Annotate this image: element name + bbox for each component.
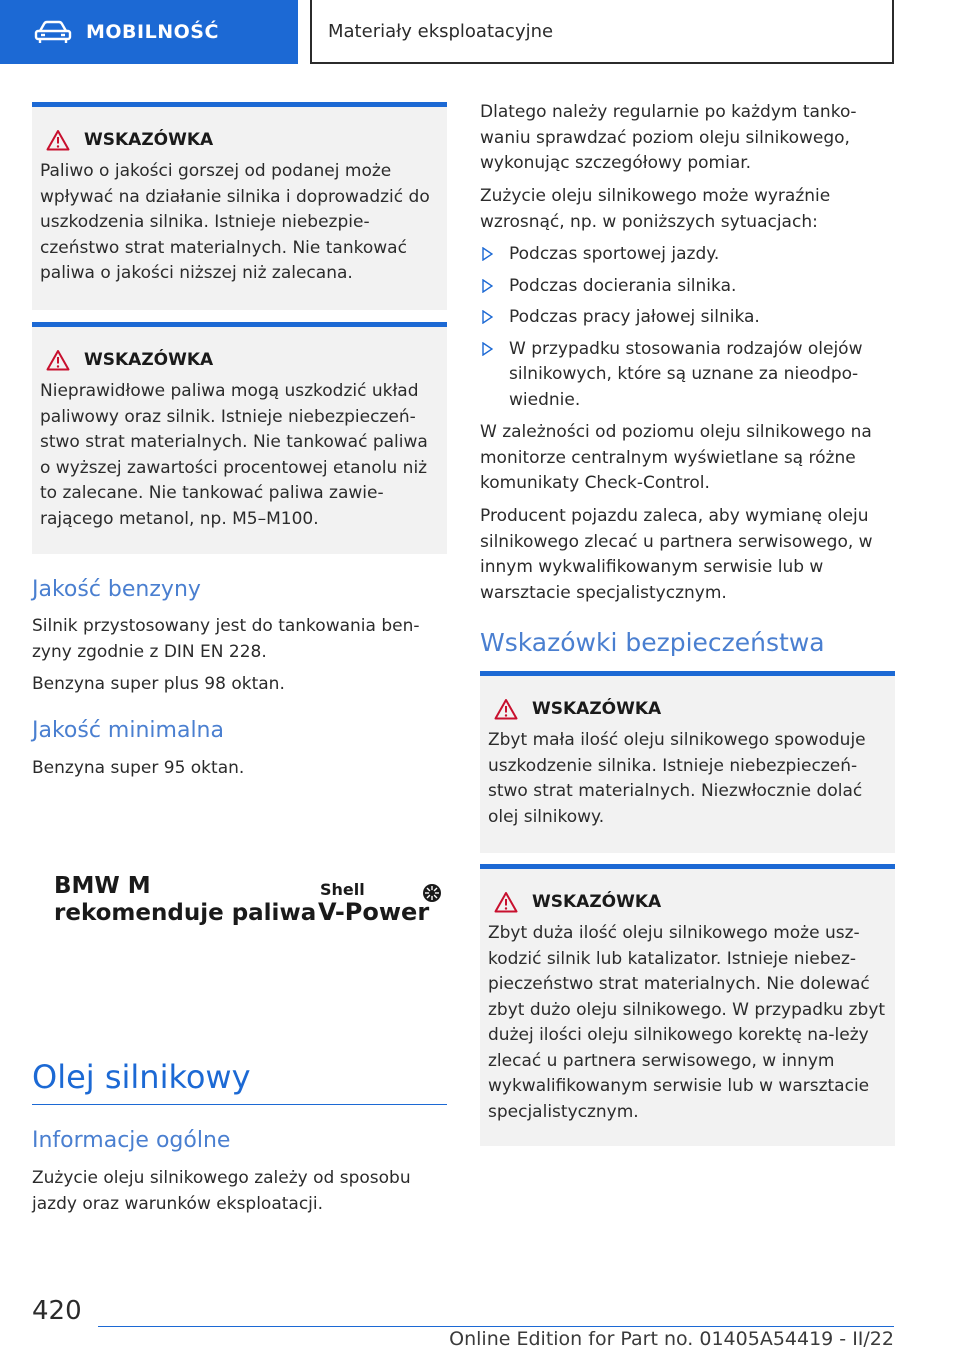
edition-info: Online Edition for Part no. 01405A54419 - II/22 — [449, 1328, 894, 1350]
shell-logo-icon — [421, 882, 443, 904]
consumption-situations-list — [480, 242, 895, 419]
footer-divider — [98, 1326, 894, 1327]
general-info-text: Zużycie oleju silnikowego zależy od sposobu jazdy oraz warunków eksploatacji. — [32, 1168, 411, 1214]
check-control-text: W zależności od poziomu oleju silnikowego na monitorze centralnym wyświetlane są różne komunikaty Check-Control. — [480, 422, 872, 493]
general-info-heading: Informacje ogólne — [32, 1128, 231, 1153]
section-tab[interactable] — [0, 0, 298, 64]
page-title: Materiały eksploatacyjne — [310, 0, 894, 64]
engine-oil-heading: Olej silnikowy — [32, 1058, 251, 1096]
warning-label: WSKAZÓWKA — [84, 130, 214, 150]
list-item: Podczas docierania silnika. — [480, 274, 895, 300]
bullet-triangle-icon — [482, 247, 493, 261]
promo-line-2: rekomenduje paliwa — [54, 900, 317, 926]
shell-brand: Shell — [320, 880, 365, 899]
petrol-quality-heading: Jakość benzyny — [32, 577, 201, 602]
heading-divider — [32, 1104, 447, 1105]
warning-box-excess-oil — [480, 864, 895, 1146]
vpower-brand: V-Power — [318, 898, 430, 926]
oil-consumption-text: Zużycie oleju silnikowego może wyraźnie wzrosnąć, np. w poniższych sytuacjach: — [480, 186, 831, 232]
bullet-triangle-icon — [482, 310, 493, 324]
minimum-quality-text: Benzyna super 95 oktan. — [32, 758, 245, 778]
warning-text: Zbyt duża ilość oleju silnikowego może usz‐kodzić silnik lub katalizator. Istnieje niebez‐pieczeństwo strat materialnych. Nie dolewać zbyt dużo oleju silnikowego. W przypadku zbyt dużej ilości oleju silnikowego korektę na‐leży zlecać u partnera serwisowego, w innym wykwalifikowanym serwisie lub w warsztacie specjalistycznym. — [488, 923, 886, 1122]
warning-box-fuel-quality — [32, 102, 447, 310]
warning-triangle-icon — [46, 129, 70, 151]
warning-label: WSKAZÓWKA — [84, 350, 214, 370]
list-item: W przypadku stosowania rodzajów olejów silnikowych, które są uznane za nieodpo‐wiednie. — [480, 337, 895, 414]
warning-label: WSKAZÓWKA — [532, 699, 662, 719]
car-icon — [34, 20, 72, 44]
warning-box-wrong-fuel — [32, 322, 447, 554]
petrol-octane-text: Benzyna super plus 98 oktan. — [32, 674, 285, 694]
minimum-quality-heading: Jakość minimalna — [32, 718, 224, 743]
warning-text: Zbyt mała ilość oleju silnikowego spowoduje uszkodzenie silnika. Istnieje niebezpieczeń‐stwo strat materialnych. Niezwłocznie dolać olej silnikowy. — [488, 730, 866, 827]
section-label: MOBILNOŚĆ — [86, 21, 219, 43]
warning-text: Paliwo o jakości gorszej od podanej może wpływać na działanie silnika i doprowadzić do uszkodzenia silnika. Istnieje niebezpie‐czeństwo strat materialnych. Nie tankować paliwa o jakości niższej niż zalecana. — [40, 161, 430, 283]
oil-check-text: Dlatego należy regularnie po każdym tanko‐waniu sprawdzać poziom oleju silnikowego, wykonując szczegółowy pomiar. — [480, 102, 857, 173]
warning-box-low-oil — [480, 671, 895, 853]
list-item: Podczas pracy jałowej silnika. — [480, 305, 895, 331]
warning-label: WSKAZÓWKA — [532, 892, 662, 912]
bullet-triangle-icon — [482, 279, 493, 293]
bullet-triangle-icon — [482, 342, 493, 356]
promo-line-1: BMW M — [54, 873, 151, 899]
list-item: Podczas sportowej jazdy. — [480, 242, 895, 268]
safety-heading: Wskazówki bezpieczeństwa — [480, 628, 825, 657]
warning-triangle-icon — [494, 698, 518, 720]
petrol-quality-text: Silnik przystosowany jest do tankowania ben‐zyny zgodnie z DIN EN 228. — [32, 616, 420, 662]
page-number: 420 — [32, 1296, 82, 1326]
warning-triangle-icon — [46, 349, 70, 371]
oil-change-text: Producent pojazdu zaleca, aby wymianę oleju silnikowego zlecać u partnera serwisowego, w innym wykwalifikowanym serwisie lub w warsztacie specjalistycznym. — [480, 506, 873, 603]
warning-text: Nieprawidłowe paliwa mogą uszkodzić układ paliwowy oraz silnik. Istnieje niebezpieczeń‐stwo strat materialnych. Nie tankować paliwa o wyższej zawartości procentowej etanolu niż to zalecane. Nie tankować paliwa zawie‐rającego metanol, np. M5–M100. — [40, 381, 428, 529]
warning-triangle-icon — [494, 891, 518, 913]
